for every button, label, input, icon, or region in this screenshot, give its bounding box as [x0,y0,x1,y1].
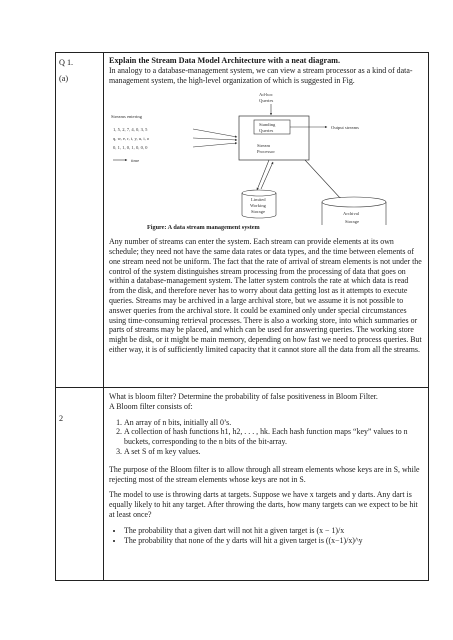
limited-label-2: Working [250,203,266,209]
question-table [55,52,429,581]
q2-answer [109,392,424,545]
q2-intro: A Bloom filter consists of: [109,401,193,411]
probability-bullets [109,526,424,546]
list-item: • The probability that none of the y darts will hit a given target is ((x−1)/x)^y [124,536,424,546]
q1-intro: In analogy to a database-management system, we can view a stream processor as a kind of data-management system, the high-level organization of which is suggested in Fig. [109,65,413,85]
diagram-svg [109,87,427,225]
stream-line-3: 0, 1, 1, 0, 1, 0, 0, 0 [113,145,148,151]
streams-entering-label: Streams entering [111,114,142,120]
question-part-a: (a) [59,74,69,83]
standing-label-1: Standing [259,122,276,128]
limited-label-1: Limited [251,197,266,203]
stream-line-2: q, w, e, r, t, y, u, i, o [113,136,150,142]
adhoc-label-1: Ad-hoc [259,92,273,98]
q1-title: Explain the Stream Data Model Architecture with a neat diagram. [109,56,341,65]
q2-model: The model to use is throwing darts at targets. Suppose we have x targets and y darts. Any dart is equally likely to hit any target. After throwing the darts, how many targets can we expect to be hit at least once? [109,490,418,519]
row-divider [56,387,428,388]
list-item: 1. An array of n bits, initially all 0’s. [124,418,424,428]
q2-title: What is bloom filter? Determine the probability of false positiveness in Bloom Filter. [109,392,378,401]
stream-line-1: 1, 5, 2, 7, 4, 0, 3, 5 [113,127,148,133]
archival-label-1: Archival [343,211,360,217]
list-item: • The probability that a given dart will not hit a given target is (x − 1)/x [124,526,424,536]
column-divider [103,53,104,580]
diagram-caption: Figure: A data stream management system [147,224,260,232]
q1-body: Any number of streams can enter the system. Each stream can provide elements at its own schedule; they need not have the same data rates or data types, and the time between elements of one stream need not be uniform. The fact that the rate of arrival of stream elements is not under the control of the system distinguishes stream processing from the processing of data that goes on within a database-management system. The latter system controls the rate at which data is read from the disk, and therefore never has to worry about data getting lost as it attempts to execute queries. Streams may be archived in a large archival store, but we assume it is not possible to answer queries from the archival store. It could be examined only under special circumstances using time-consuming retrieval processes. There is also a working store, into which summaries or parts of streams may be placed, and which can be used for answering queries. The working store might be disk, or it might be main memory, depending on how fast we need to process queries. But either way, it is of sufficiently limited capacity that it cannot store all the data from all the streams. [109,237,422,354]
limited-label-3: Storage [251,209,266,215]
q1-answer [109,56,424,355]
adhoc-label-2: Queries [259,98,274,104]
list-item: 3. A set S of m key values. [124,447,424,457]
stream-architecture-diagram [109,87,427,225]
time-label: time [131,158,140,164]
q2-purpose: The purpose of the Bloom filter is to allow through all stream elements whose keys are in S, while rejecting most of the stream elements whose keys are not in S. [109,464,420,484]
archival-label-2: Storage [345,219,360,225]
question-number-2: 2 [59,414,64,423]
bloom-components-list [109,418,424,457]
question-number-1: Q 1. [59,58,74,67]
processor-label-1: Stream [257,143,271,149]
list-item: 2. A collection of hash functions h1, h2, . . . , hk. Each hash function maps “key” values to n buckets, corresponding to the n bits of the bit-array. [124,427,424,447]
processor-label-2: Processor [257,149,275,155]
standing-label-2: Queries [259,128,274,134]
output-streams-label: Output streams [331,125,359,131]
